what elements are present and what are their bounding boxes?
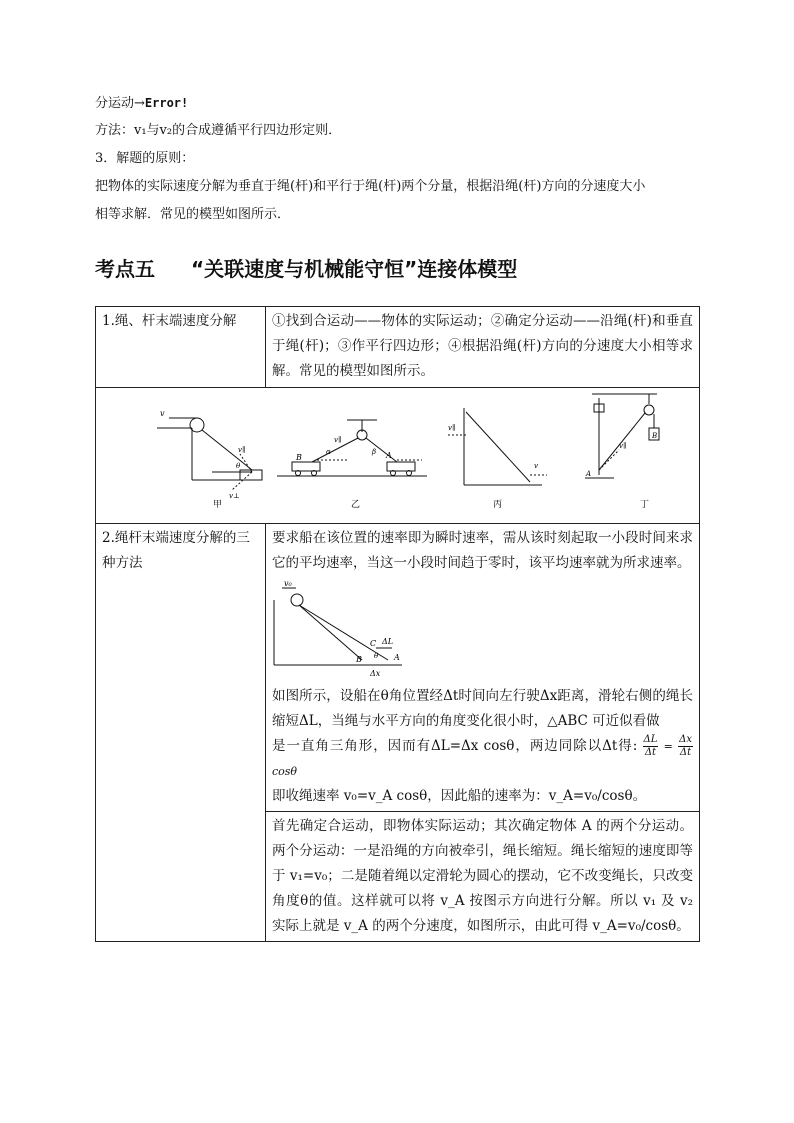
bing-v-label: v bbox=[534, 462, 538, 470]
fraction-dx-dt bbox=[678, 734, 693, 759]
boat-dL-label: ΔL bbox=[382, 637, 394, 646]
ding-B-label: B bbox=[652, 432, 658, 440]
ding-vpar-label: v∥ bbox=[619, 442, 627, 450]
yi-A-label: A bbox=[386, 451, 392, 460]
boat-B-label: B bbox=[356, 655, 362, 664]
row2-label: 2.绳杆末端速度分解的三种方法 bbox=[96, 524, 266, 942]
section-number: 考点五 bbox=[95, 257, 155, 281]
error-text: Error! bbox=[144, 96, 189, 110]
table-row-figures bbox=[96, 388, 700, 524]
intro-line-4: 把物体的实际速度分解为垂直于绳(杆)和平行于绳(杆)两个分量，根据沿绳(杆)方向的分速度大小 bbox=[95, 179, 646, 194]
table-row-1 bbox=[96, 307, 700, 388]
boat-A-label: A bbox=[394, 653, 400, 662]
row1-content bbox=[266, 307, 700, 388]
row3-content bbox=[266, 812, 700, 942]
row1-text: ①找到合运动——物体的实际运动；②确定分运动——沿绳(杆)和垂直于绳(杆)；③作平行四边形；④根据沿绳(杆)方向的分速度大小相等求解。常见的模型如图所示。 bbox=[272, 313, 693, 379]
yi-alpha-label: α bbox=[326, 448, 331, 456]
figure-ding bbox=[585, 394, 659, 478]
frac-dl-den: Δt bbox=[644, 747, 657, 758]
method-table bbox=[95, 306, 700, 942]
jia-theta-label: θ bbox=[236, 462, 241, 470]
model-figures bbox=[102, 390, 705, 512]
row2-para1: 要求船在该位置的速率即为瞬时速率，需从该时刻起取一小段时间来求它的平均速率，当这一小段时间趋于零时，该平均速率就为所求速率。 bbox=[272, 530, 693, 571]
boat-theta-label: θ bbox=[374, 652, 379, 660]
yi-vpar-label: v∥ bbox=[334, 436, 342, 444]
frac-dx-den: Δt bbox=[679, 747, 692, 758]
section-heading bbox=[95, 253, 517, 282]
frac-dl-num: ΔL bbox=[643, 734, 658, 745]
figure-bing bbox=[447, 408, 547, 485]
intro-line-2: 方法：v₁与v₂的合成遵循平行四边形定则． bbox=[95, 123, 342, 138]
boat-dx-label: Δx bbox=[370, 669, 381, 678]
row2-para3 bbox=[272, 734, 693, 784]
figure-yi bbox=[277, 420, 427, 476]
jia-vpar-label: v∥ bbox=[238, 446, 246, 454]
ding-A-label: A bbox=[586, 470, 592, 478]
figure-label-ding: 丁 bbox=[640, 500, 650, 510]
yi-B-label: B bbox=[296, 453, 302, 462]
row1-label: 1.绳、杆末端速度分解 bbox=[96, 307, 266, 388]
row2-para4: 即收绳速率 v₀=v_A cosθ，因此船的速率为：v_A=v₀/cosθ。 bbox=[272, 788, 647, 804]
yi-beta-label: β bbox=[372, 448, 377, 456]
figure-label-jia: 甲 bbox=[213, 500, 223, 510]
boat-figure bbox=[272, 580, 412, 682]
row2-para3-text: 是一直角三角形，因而有ΔL=Δx cosθ，两边同除以Δt得: bbox=[272, 738, 638, 754]
row3-text: 首先确定合运动，即物体实际运动；其次确定物体 A 的两个分运动。两个分运动：一是沿绳的方向被牵引，绳长缩短。绳长缩短的速度即等于 v₁=v₀；二是随着绳以定滑轮为圆心的摆动，它不改变绳长，只改变角度θ的值。这样就可以将 v_A 按图示方向进行分解。所以 v₁ 及 v₂ 实际上就是 v_A 的两个分速度，如图所示，由此可得 v_A=v₀/cosθ。 bbox=[272, 818, 693, 934]
fraction-dL-dt bbox=[643, 734, 659, 759]
intro-line-1 bbox=[95, 93, 188, 114]
frac-equals: = bbox=[663, 740, 673, 753]
row2-content bbox=[266, 524, 700, 812]
jia-v-label: v bbox=[160, 409, 165, 418]
frac-dx-num: Δx bbox=[679, 734, 692, 745]
row2-para2: 如图所示，设船在θ角位置经Δt时间向左行驶Δx距离，滑轮右侧的绳长缩短ΔL，当绳与水平方向的角度变化很小时，△ABC 可近似看做 bbox=[272, 688, 693, 729]
figure-jia bbox=[157, 418, 262, 490]
boat-v0-label: v₀ bbox=[284, 580, 292, 588]
jia-vperp-label: v⊥ bbox=[229, 492, 240, 500]
boat-C-label: C bbox=[370, 639, 377, 648]
figures-cell bbox=[96, 388, 700, 524]
bing-vpar-label: v∥ bbox=[448, 424, 456, 432]
intro-line-5: 相等求解．常见的模型如图所示． bbox=[95, 207, 291, 222]
figure-label-bing: 丙 bbox=[493, 500, 503, 510]
figure-label-yi: 乙 bbox=[351, 500, 361, 510]
frac-cos: cosθ bbox=[272, 765, 298, 778]
intro-line-3: 3．解题的原则： bbox=[95, 151, 195, 166]
table-row-2 bbox=[96, 524, 700, 812]
intro-line-1-text: 分运动→ bbox=[95, 96, 145, 111]
section-title: “关联速度与机械能守恒”连接体模型 bbox=[191, 257, 518, 281]
